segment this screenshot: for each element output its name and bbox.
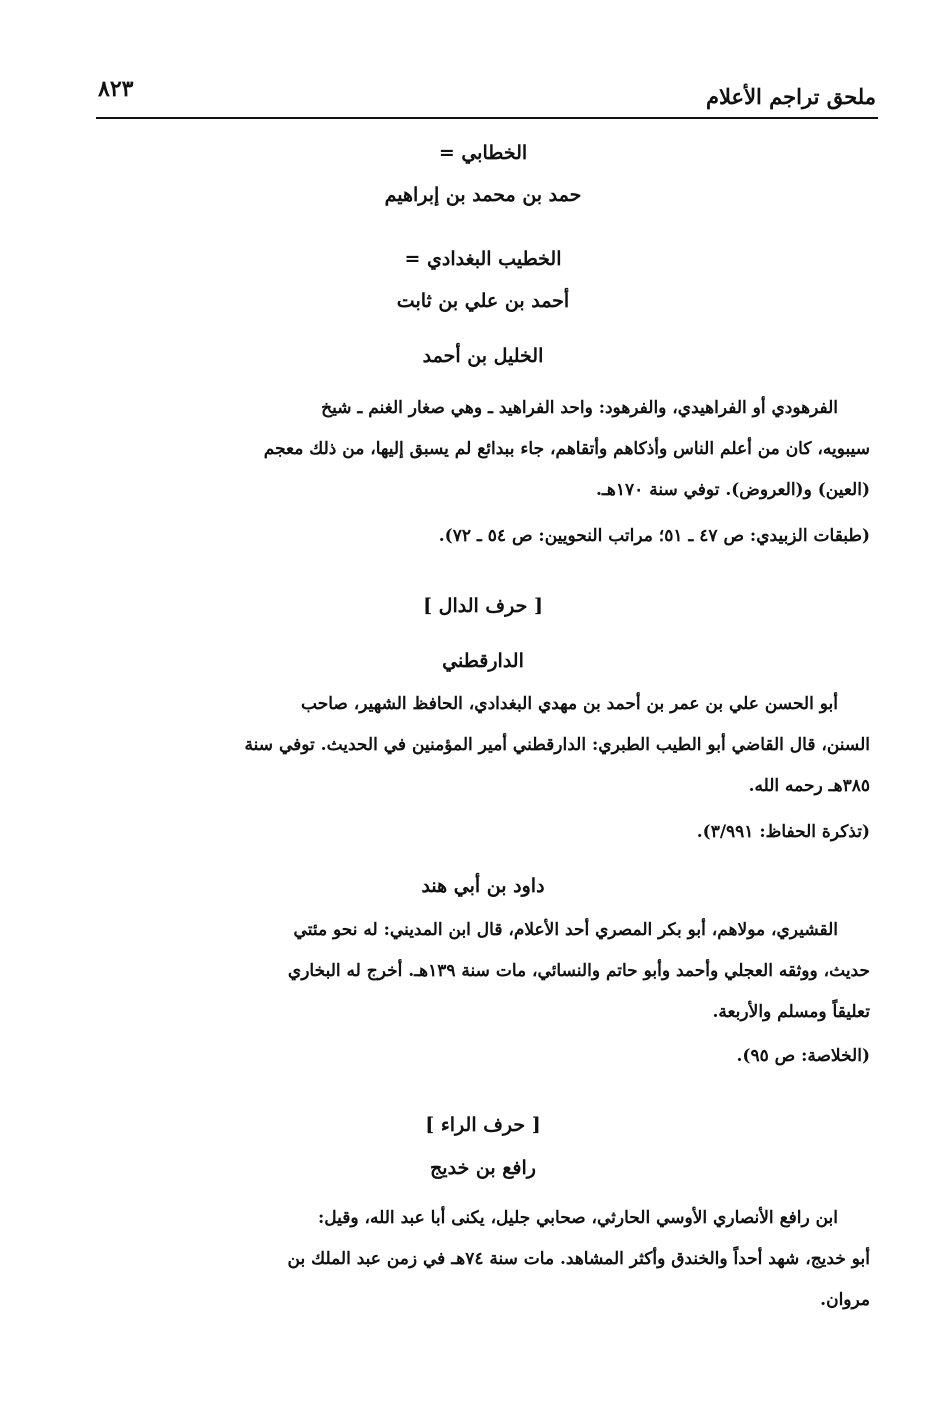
section-heading-dal: [ حرف الدال ] [423, 595, 543, 617]
running-header [96, 66, 878, 116]
entry-crossref-khattabi: حمد بن محمد بن إبراهيم [384, 184, 582, 206]
body-line: الفرهودي أو الفراهيدي، والفرهود: واحد الفراهيد ـ وهي صغار الغنم ـ شيخ [321, 398, 838, 418]
entry-body-dawud [96, 910, 870, 1033]
body-line: ٣٨٥هـ رحمه الله. [748, 776, 870, 796]
source-dawud: (الخلاصة: ص ٩٥). [736, 1046, 870, 1066]
running-title: ملحق تراجم الأعلام [706, 84, 876, 109]
entry-heading-khalil: الخليل بن أحمد [422, 345, 544, 367]
body-line: تعليقاً ومسلم والأربعة. [712, 1002, 870, 1022]
entry-heading-rafi: رافع بن خديج [430, 1157, 536, 1179]
body-line: حديث، ووثقه العجلي وأحمد وأبو حاتم والنسائي، مات سنة ١٣٩هـ. أخرج له البخاري [287, 961, 870, 981]
entry-body-rafi [96, 1198, 870, 1321]
entry-heading-khattabi: الخطابي = [438, 142, 528, 164]
source-daraqutni: (تذكرة الحفاظ: ٣/٩٩١). [696, 822, 870, 842]
body-line: القشيري، مولاهم، أبو بكر المصري أحد الأعلام، قال ابن المديني: له نحو مئتي [293, 920, 838, 940]
body-line: سيبويه، كان من أعلم الناس وأذكاهم وأتقاهم، جاء ببدائع لم يسبق إليها، من ذلك معجم [263, 439, 870, 459]
header-rule [96, 117, 878, 119]
entry-heading-khatib: الخطيب البغدادي = [404, 248, 562, 270]
entry-body-khalil [96, 388, 870, 511]
body-line: أبو الحسن علي بن عمر بن أحمد بن مهدي البغدادي، الحافظ الشهير، صاحب [301, 694, 838, 714]
body-line: أبو خديج، شهد أحداً والخندق وأكثر المشاهد. مات سنة ٧٤هـ في زمن عبد الملك بن [287, 1249, 870, 1269]
body-line: السنن، قال القاضي أبو الطيب الطبري: الدارقطني أمير المؤمنين في الحديث. توفي سنة [244, 735, 870, 755]
body-line: مروان. [820, 1290, 870, 1310]
entry-heading-daraqutni: الدارقطني [442, 650, 524, 672]
entry-body-daraqutni [96, 684, 870, 807]
section-heading-ra: [ حرف الراء ] [425, 1114, 541, 1136]
body-line: ابن رافع الأنصاري الأوسي الحارثي، صحابي جليل، يكنى أبا عبد الله، وقيل: [317, 1208, 838, 1228]
source-khalil: (طبقات الزبيدي: ص ٤٧ ـ ٥١؛ مراتب النحويين: ص ٥٤ ـ ٧٢). [438, 526, 870, 546]
page-number: ٨٢٣ [98, 76, 134, 102]
entry-crossref-khatib: أحمد بن علي بن ثابت [396, 290, 570, 312]
body-line: (العين) و(العروض). توفي سنة ١٧٠هـ. [596, 480, 870, 500]
entry-heading-dawud: داود بن أبي هند [421, 875, 545, 897]
